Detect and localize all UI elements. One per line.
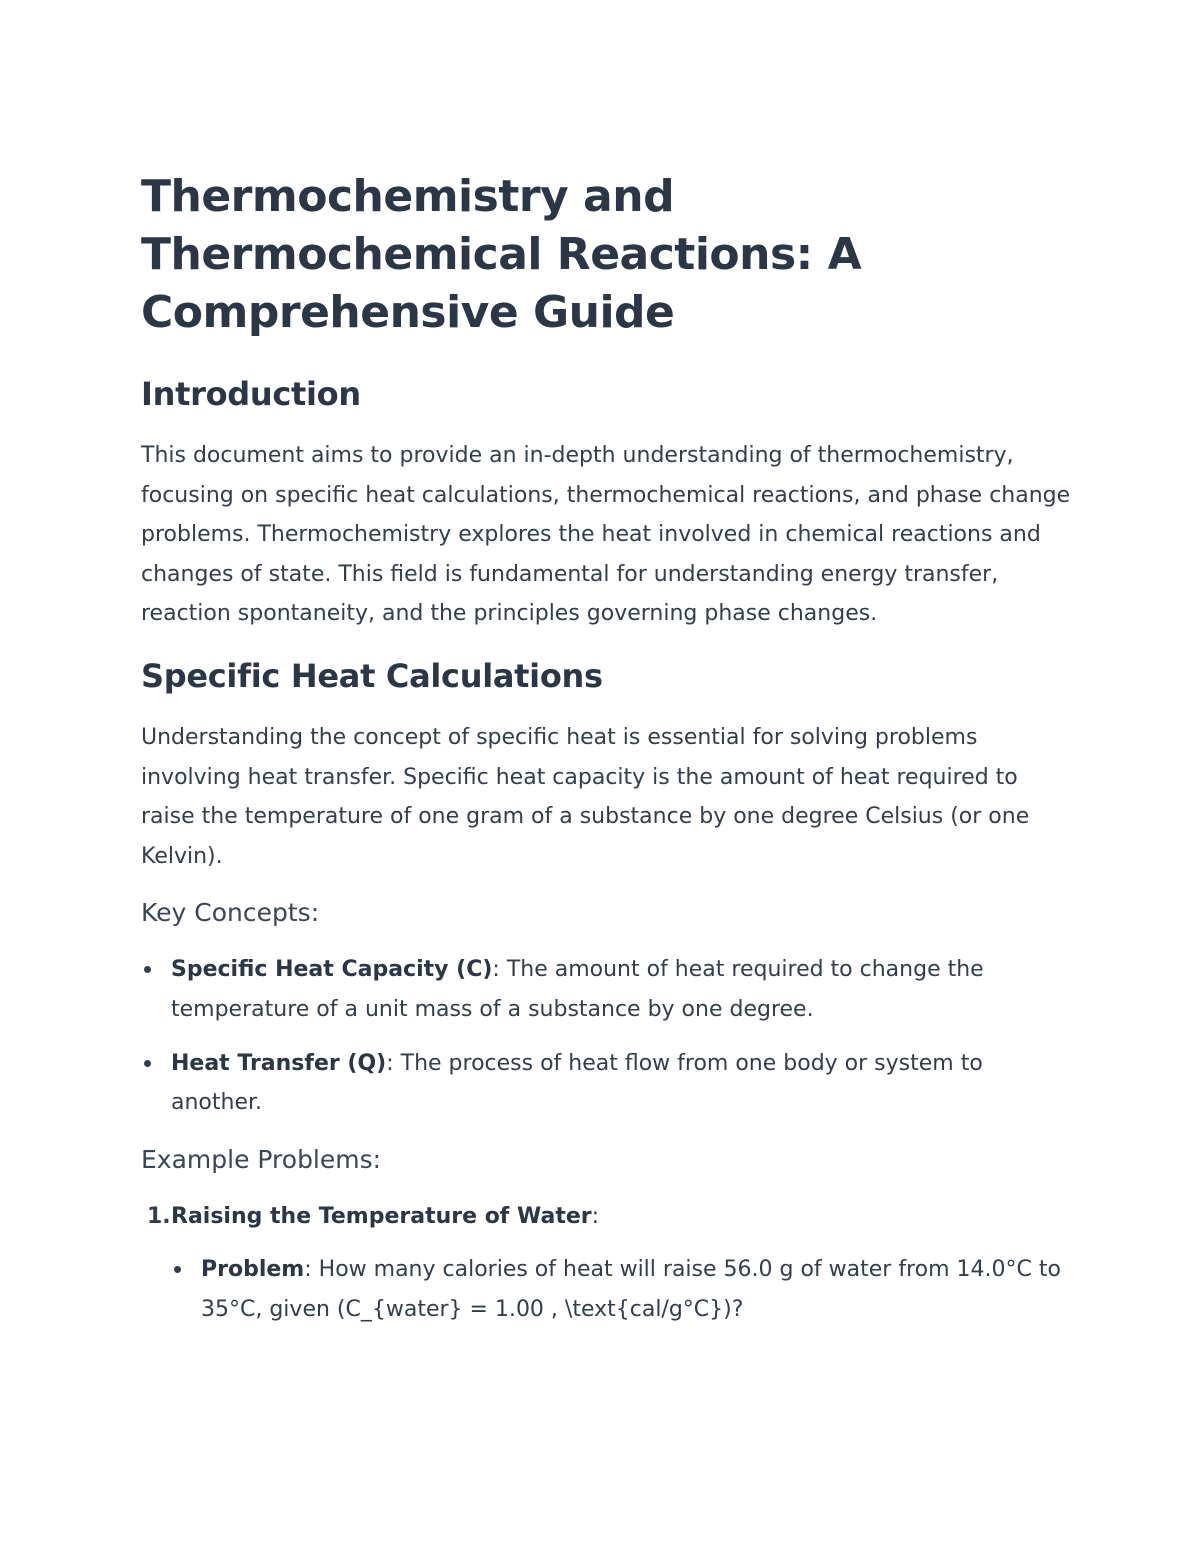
example-problems-list [141,1197,1071,1330]
list-item [141,1044,1071,1123]
list-item [141,1197,1071,1330]
introduction-paragraph: This document aims to provide an in-depth understanding of thermochemistry, focusing on specific heat calculations, thermochemical reactions, and phase change problems. Thermochemistry explores the heat involved in chemical reactions and changes of state. This field is fundamental for understanding energy transfer, reaction spontaneity, and the principles governing phase changes. [141,443,1071,627]
document-title: Thermochemistry and Thermochemical Reactions: A Comprehensive Guide [141,171,862,338]
problem-text: How many calories of heat will raise 56.0 g of water from 14.0°C to 35°C, given (C_{water} = 1.00 , \text{cal/g°C})? [201,1257,1061,1322]
example-title: Raising the Temperature of Water [171,1203,592,1229]
list-item [171,1250,1071,1329]
concept-term: Heat Transfer (Q) [171,1050,387,1076]
specific-heat-paragraph: Understanding the concept of specific heat is essential for solving problems involving heat transfer. Specific heat capacity is the amount of heat required to raise the temperature of one gram of a substance by one degree Celsius (or one Kelvin). [141,724,1030,869]
subheading-example-problems: Example Problems: [141,1144,382,1174]
bullet-icon [144,966,151,973]
problem-label: Problem [201,1257,305,1283]
concept-definition: The process of heat flow from one body or system to another. [171,1050,983,1116]
term-colon: : [386,1050,394,1076]
title-colon: : [591,1203,600,1229]
term-colon: : [304,1257,312,1283]
item-number: 1. [147,1203,171,1229]
section-heading-specific-heat: Specific Heat Calculations [141,656,603,695]
example-sublist [171,1250,1071,1329]
subheading-key-concepts: Key Concepts: [141,898,320,928]
bullet-icon [144,1060,151,1067]
section-heading-introduction: Introduction [141,375,361,413]
bullet-icon [174,1266,181,1273]
concept-term: Specific Heat Capacity (C) [171,957,493,983]
key-concepts-list [141,950,1071,1122]
concept-definition: The amount of heat required to change the temperature of a unit mass of a substance by one degree. [171,957,984,1022]
list-item [141,950,1071,1029]
term-colon: : [492,957,500,983]
document-page [141,168,1071,1330]
